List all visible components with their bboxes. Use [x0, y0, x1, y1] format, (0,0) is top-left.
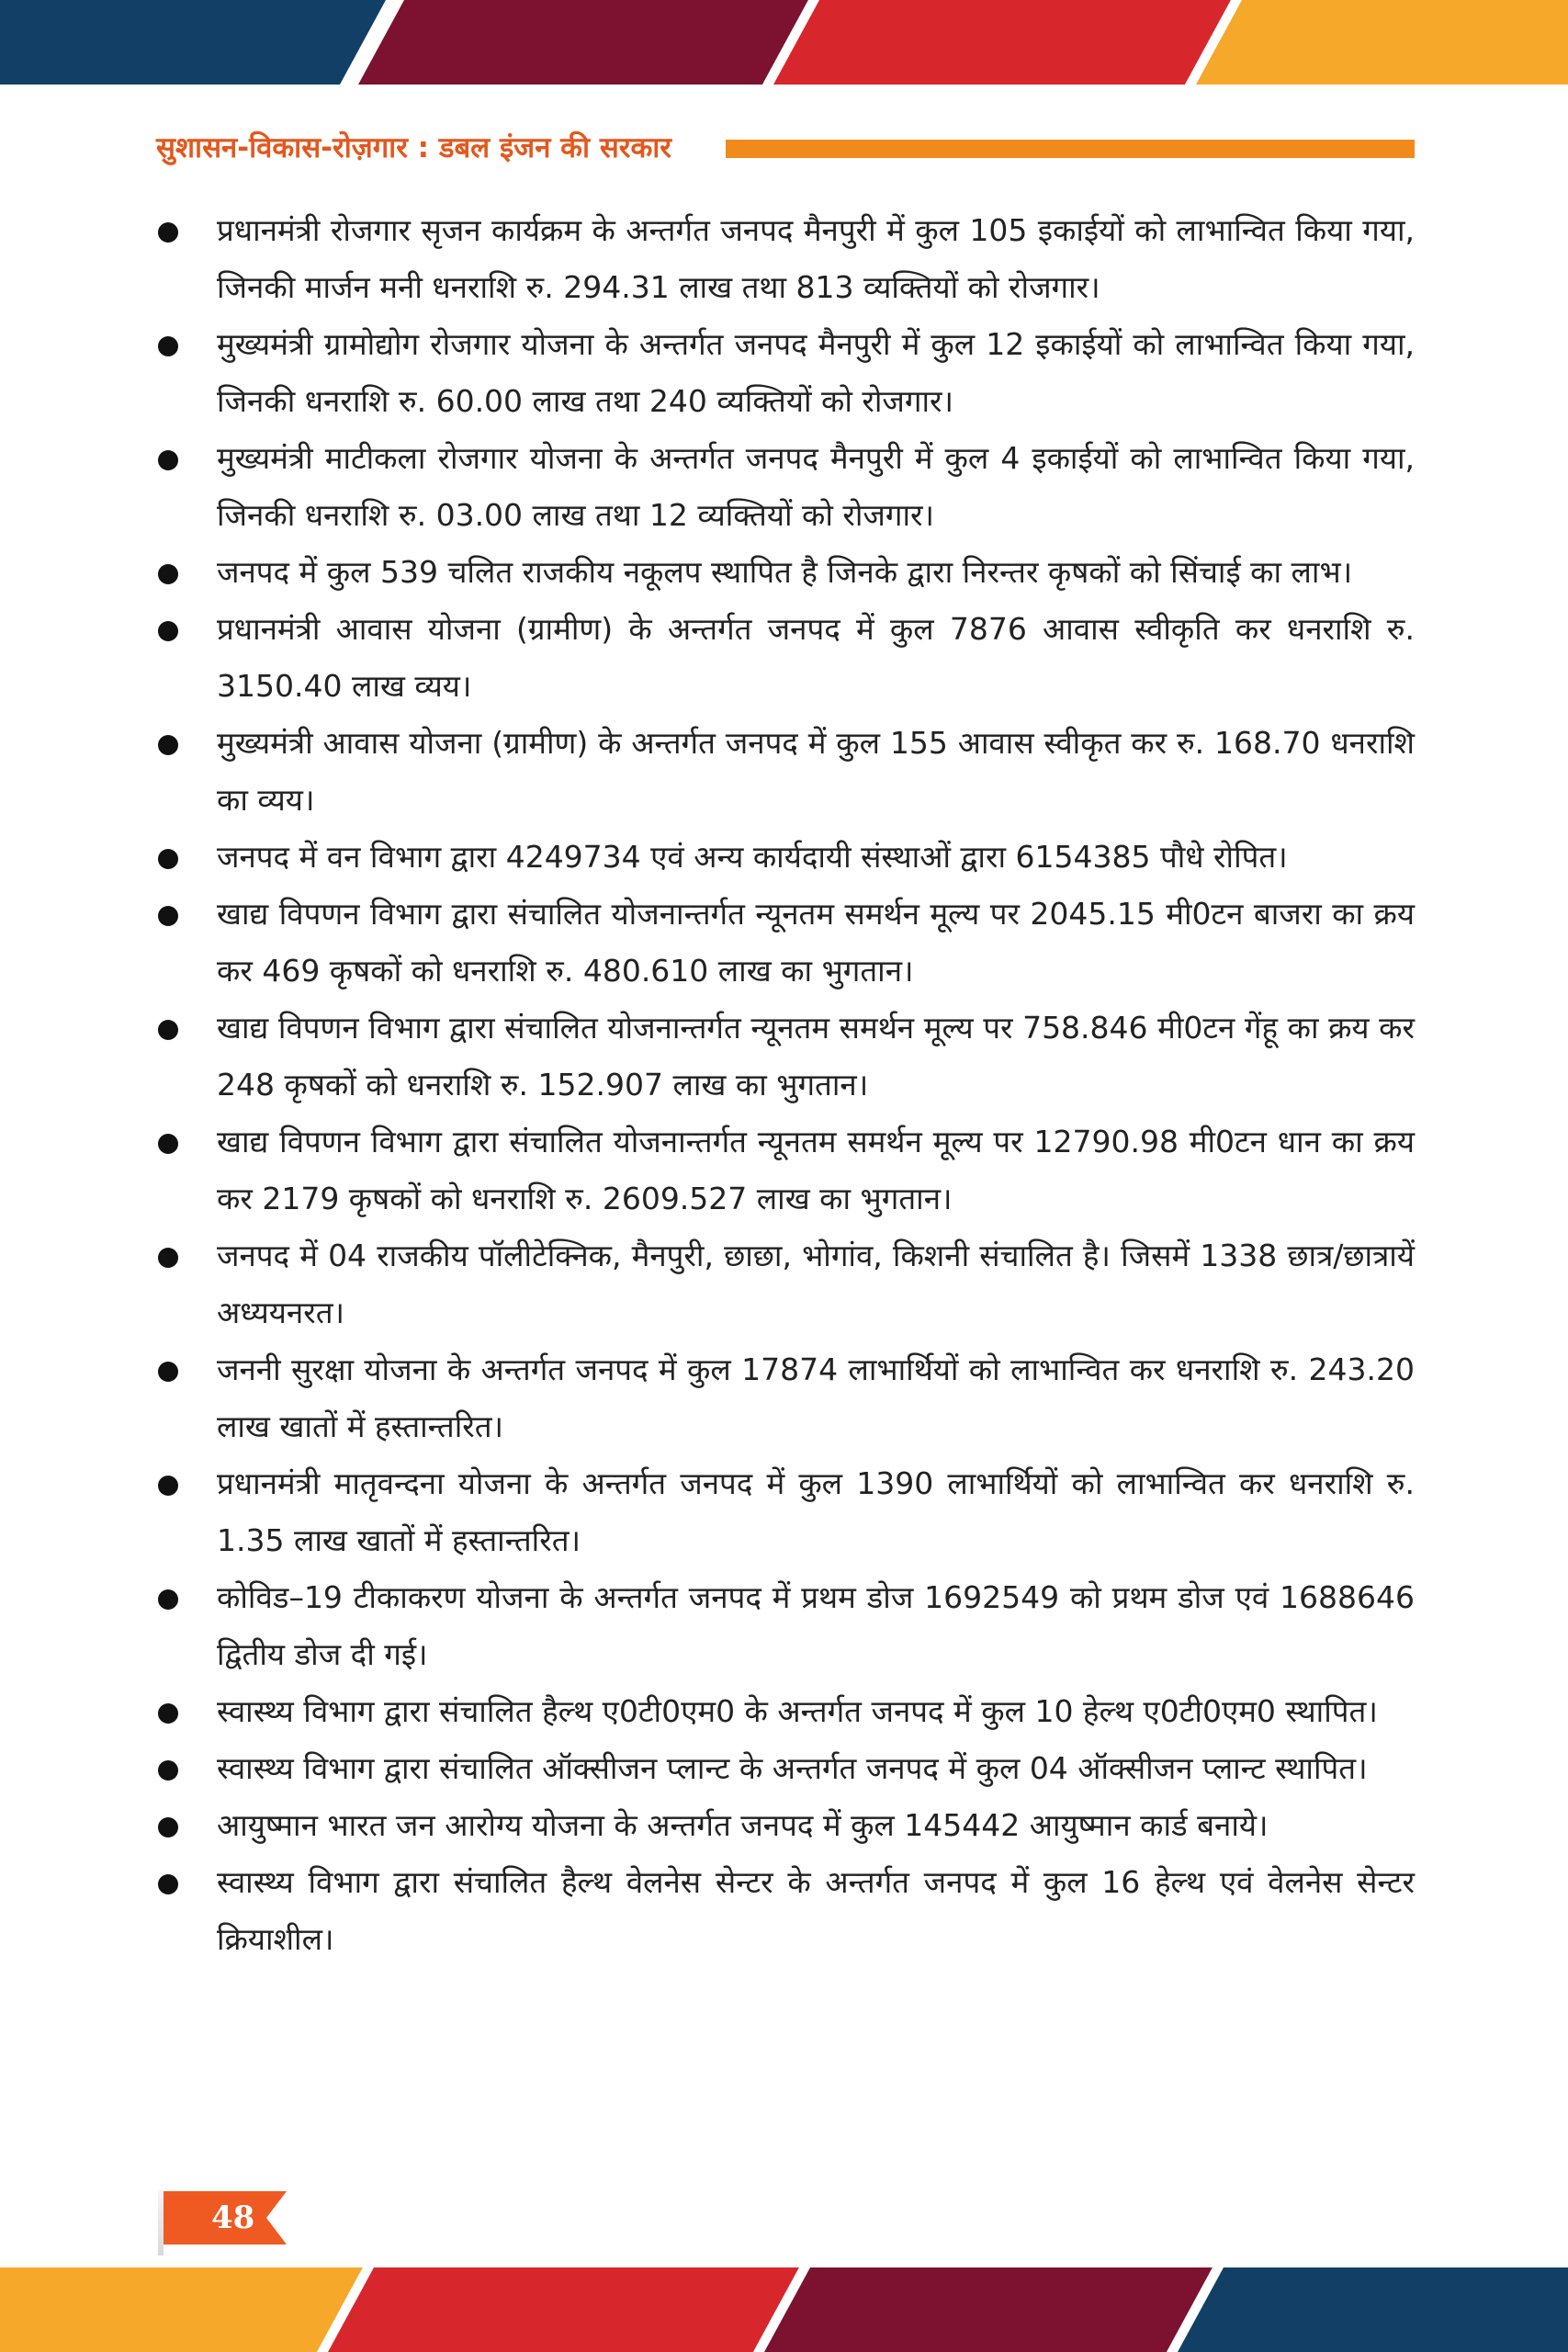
list-item: स्वास्थ्य विभाग द्वारा संचालित हैल्थ ए0टी0एम0 के अन्तर्गत जनपद में कुल 10 हेल्थ ए0टी0एम0 स्थापित।: [156, 1683, 1415, 1740]
bullet-icon: [158, 1703, 178, 1724]
list-item: प्रधानमंत्री मातृवन्दना योजना के अन्तर्गत जनपद में कुल 1390 लाभार्थियों को लाभान्वित कर धनराशि रु. 1.35 लाख खातों में हस्तान्तरित।: [156, 1455, 1415, 1569]
bullet-icon: [158, 1134, 178, 1154]
list-item: खाद्य विपणन विभाग द्वारा संचालित योजनान्तर्गत न्यूनतम समर्थन मूल्य पर 2045.15 मी0टन बाजरा का क्रय कर 469 कृषकों को धनराशि रु. 480.610 लाख का भुगतान।: [156, 886, 1415, 1000]
list-item: जननी सुरक्षा योजना के अन्तर्गत जनपद में कुल 17874 लाभार्थियों को लाभान्वित कर धनराशि रु. 243.20 लाख खातों में हस्तान्तरित।: [156, 1341, 1415, 1455]
bullet-list: [156, 202, 1415, 1968]
bullet-icon: [158, 564, 178, 584]
bullet-icon: [158, 1476, 178, 1496]
list-item: जनपद में वन विभाग द्वारा 4249734 एवं अन्य कार्यदायी संस्थाओं द्वारा 6154385 पौधे रोपित।: [156, 829, 1415, 886]
page-number: 48: [211, 2199, 255, 2236]
list-item: प्रधानमंत्री आवास योजना (ग्रामीण) के अन्तर्गत जनपद में कुल 7876 आवास स्वीकृति कर धनराशि रु. 3150.40 लाख व्यय।: [156, 601, 1415, 715]
list-item: आयुष्मान भारत जन आरोग्य योजना के अन्तर्गत जनपद में कुल 145442 आयुष्मान कार्ड बनाये।: [156, 1797, 1415, 1854]
list-item: मुख्यमंत्री माटीकला रोजगार योजना के अन्तर्गत जनपद मैनपुरी में कुल 4 इकाईयों को लाभान्वित किया गया, जिनकी धनराशि रु. 03.00 लाख तथा 12 व्यक्तियों को रोजगार।: [156, 430, 1415, 544]
bullet-icon: [158, 1248, 178, 1268]
list-item: स्वास्थ्य विभाग द्वारा संचालित ऑक्सीजन प्लान्ट के अन्तर्गत जनपद में कुल 04 ऑक्सीजन प्लान्ट स्थापित।: [156, 1740, 1415, 1797]
list-item: मुख्यमंत्री ग्रामोद्योग रोजगार योजना के अन्तर्गत जनपद मैनपुरी में कुल 12 इकाईयों को लाभान्वित किया गया, जिनकी धनराशि रु. 60.00 लाख तथा 240 व्यक्तियों को रोजगार।: [156, 316, 1415, 430]
bullet-icon: [158, 735, 178, 755]
list-item: स्वास्थ्य विभाग द्वारा संचालित हैल्थ वेलनेस सेन्टर के अन्तर्गत जनपद में कुल 16 हेल्थ एवं वेलनेस सेन्टर क्रियाशील।: [156, 1854, 1415, 1968]
header-title: सुशासन-विकास-रोज़गार : डबल इंजन की सरकार: [156, 131, 671, 164]
bullet-icon: [158, 1589, 178, 1610]
bullet-icon: [158, 336, 178, 356]
list-item: खाद्य विपणन विभाग द्वारा संचालित योजनान्तर्गत न्यूनतम समर्थन मूल्य पर 758.846 मी0टन गेंहू का क्रय कर 248 कृषकों को धनराशि रु. 152.907 लाख का भुगतान।: [156, 1000, 1415, 1114]
bullet-icon: [158, 450, 178, 470]
list-item: प्रधानमंत्री रोजगार सृजन कार्यक्रम के अन्तर्गत जनपद मैनपुरी में कुल 105 इकाईयों को लाभान्वित किया गया, जिनकी मार्जन मनी धनराशि रु. 294.31 लाख तथा 813 व्यक्तियों को रोजगार।: [156, 202, 1415, 316]
page-header: [156, 127, 1415, 169]
bullet-icon: [158, 1817, 178, 1838]
bullet-icon: [158, 1020, 178, 1040]
header-rule: [726, 140, 1415, 158]
list-item: मुख्यमंत्री आवास योजना (ग्रामीण) के अन्तर्गत जनपद में कुल 155 आवास स्वीकृत कर रु. 168.70 धनराशि का व्यय।: [156, 715, 1415, 829]
bottom-decorative-band: [0, 2267, 1568, 2352]
bullet-icon: [158, 222, 178, 243]
bullet-icon: [158, 1874, 178, 1894]
page-number-tab: [158, 2191, 287, 2245]
bullet-icon: [158, 1760, 178, 1781]
bullet-icon: [158, 1362, 178, 1382]
bullet-icon: [158, 906, 178, 926]
bullet-icon: [158, 621, 178, 641]
list-item: जनपद में कुल 539 चलित राजकीय नकूलप स्थापित है जिनके द्वारा निरन्तर कृषकों को सिंचाई का लाभ।: [156, 544, 1415, 601]
list-item: खाद्य विपणन विभाग द्वारा संचालित योजनान्तर्गत न्यूनतम समर्थन मूल्य पर 12790.98 मी0टन धान का क्रय कर 2179 कृषकों को धनराशि रु. 2609.527 लाख का भुगतान।: [156, 1114, 1415, 1227]
bullet-icon: [158, 849, 178, 869]
main-content: [156, 202, 1415, 1968]
list-item: जनपद में 04 राजकीय पॉलीटेक्निक, मैनपुरी, छाछा, भोगांव, किशनी संचालित है। जिसमें 1338 छात्र/छात्रायें अध्ययनरत।: [156, 1227, 1415, 1341]
list-item: कोविड–19 टीकाकरण योजना के अन्तर्गत जनपद में प्रथम डोज 1692549 को प्रथम डोज एवं 1688646 द्वितीय डोज दी गई।: [156, 1569, 1415, 1683]
top-decorative-band: [0, 0, 1568, 85]
